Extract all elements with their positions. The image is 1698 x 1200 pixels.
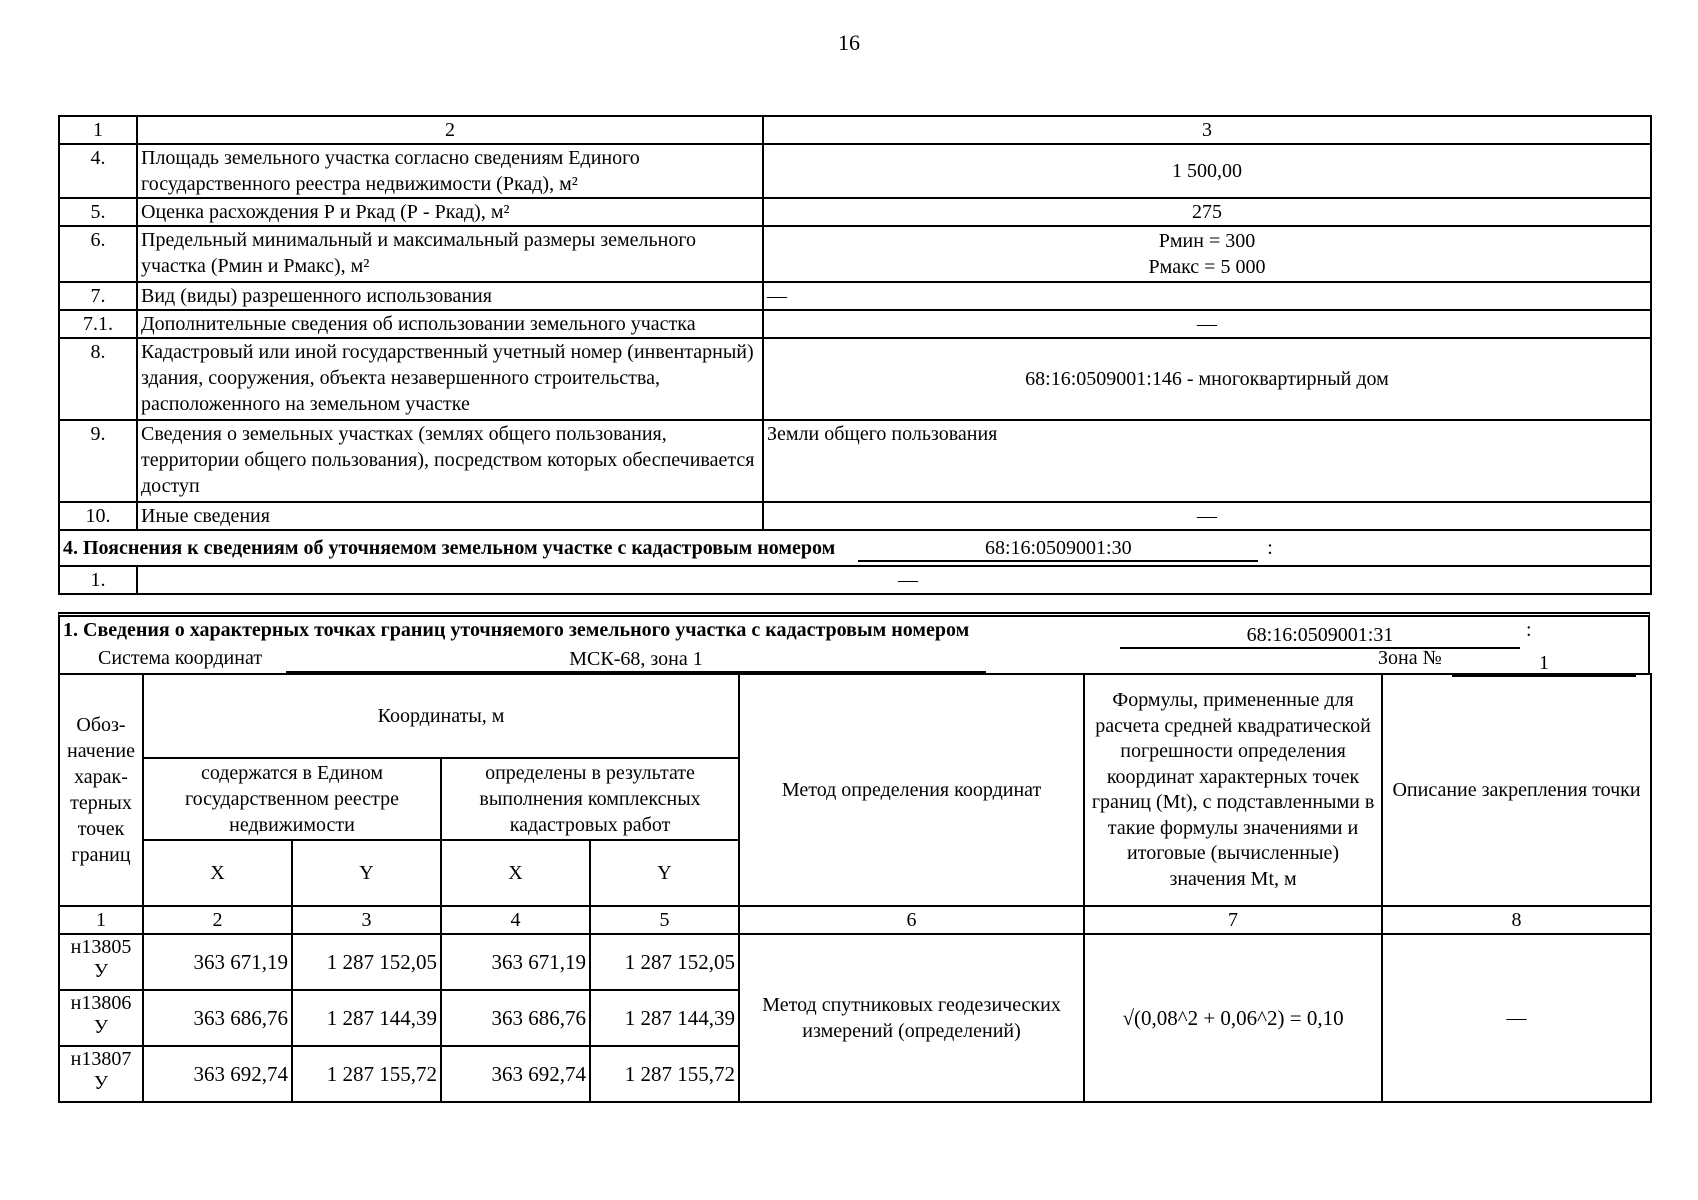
section-1-cadastral-number: 68:16:0509001:31 bbox=[1120, 623, 1520, 649]
egrn-header: содержатся в Едином государственном реестре недвижимости bbox=[143, 758, 441, 840]
page-number: 16 bbox=[838, 30, 860, 55]
zone-value: 1 bbox=[1452, 651, 1636, 677]
row-label: Площадь земельного участка согласно сведениям Единого государственного реестра недвижимости (Ркад), м² bbox=[137, 144, 763, 198]
row-label: Кадастровый или иной государственный учетный номер (инвентарный) здания, сооружения, объекта незавершенного строительства, расположенного на земельном участке bbox=[137, 338, 763, 420]
row-label: Сведения о земельных участках (землях общего пользования, территории общего пользования), посредством которых обеспечивается доступ bbox=[137, 420, 763, 502]
table-row bbox=[59, 420, 1651, 502]
y-egrn: 1 287 144,39 bbox=[292, 990, 441, 1046]
y-kkr: 1 287 155,72 bbox=[590, 1046, 739, 1102]
max-size-value: Рмакс = 5 000 bbox=[1148, 256, 1266, 278]
column-number-row bbox=[59, 906, 1651, 934]
x-egrn: 363 692,74 bbox=[143, 1046, 292, 1102]
col-number-cell: 2 bbox=[137, 116, 763, 144]
col-number-cell: 3 bbox=[292, 906, 441, 934]
y-header: Y bbox=[590, 840, 739, 906]
row-value: Земли общего пользования bbox=[763, 420, 1651, 502]
row-value: — bbox=[763, 310, 1651, 338]
boundary-points-table bbox=[58, 673, 1652, 1103]
col-number-cell: 3 bbox=[763, 116, 1651, 144]
table-row bbox=[59, 566, 1651, 594]
row-value: 1 500,00 bbox=[763, 144, 1651, 198]
designation-header: Обоз-начение харак-терных точек границ bbox=[59, 674, 143, 906]
row-number: 7. bbox=[59, 282, 137, 310]
section-1-colon: : bbox=[1526, 619, 1532, 641]
description-value: — bbox=[1382, 934, 1651, 1102]
zone-label: Зона № bbox=[1378, 647, 1442, 669]
point-designation: н13805 У bbox=[59, 934, 143, 990]
coordinates-header: Координаты, м bbox=[143, 674, 739, 758]
row-label: Иные сведения bbox=[137, 502, 763, 530]
section-4-title: 4. Пояснения к сведениям об уточняемом земельном участке с кадастровым номером bbox=[63, 536, 836, 559]
y-egrn: 1 287 155,72 bbox=[292, 1046, 441, 1102]
col-number-cell: 8 bbox=[1382, 906, 1651, 934]
row-number: 7.1. bbox=[59, 310, 137, 338]
section-1-header bbox=[58, 612, 1650, 673]
table-row bbox=[59, 226, 1651, 282]
x-header: X bbox=[143, 840, 292, 906]
row-number: 4. bbox=[59, 144, 137, 198]
coord-system-value: МСК-68, зона 1 bbox=[286, 647, 986, 673]
kkr-header: определены в результате выполнения комплексных кадастровых работ bbox=[441, 758, 739, 840]
row-label: Дополнительные сведения об использовании земельного участка bbox=[137, 310, 763, 338]
method-value: Метод спутниковых геодезических измерений (определений) bbox=[739, 934, 1084, 1102]
col-number-cell: 7 bbox=[1084, 906, 1382, 934]
table-row bbox=[59, 338, 1651, 420]
section-1-title: 1. Сведения о характерных точках границ уточняемого земельного участка с кадастровым номером bbox=[63, 619, 970, 641]
row-value bbox=[763, 226, 1651, 282]
y-kkr: 1 287 144,39 bbox=[590, 990, 739, 1046]
table-row bbox=[59, 310, 1651, 338]
description-header: Описание закрепления точки bbox=[1382, 674, 1651, 906]
row-number: 9. bbox=[59, 420, 137, 502]
col-number-cell: 1 bbox=[59, 116, 137, 144]
point-designation: н13806 У bbox=[59, 990, 143, 1046]
row-value: 275 bbox=[763, 198, 1651, 226]
coord-system-label: Система координат bbox=[98, 647, 263, 669]
row-value: — bbox=[763, 502, 1651, 530]
col-number-cell: 6 bbox=[739, 906, 1084, 934]
col-number-cell: 2 bbox=[143, 906, 292, 934]
row-number: 8. bbox=[59, 338, 137, 420]
col-number-cell: 5 bbox=[590, 906, 739, 934]
y-header: Y bbox=[292, 840, 441, 906]
row-number: 6. bbox=[59, 226, 137, 282]
section-4-cadastral-number: 68:16:0509001:30 bbox=[858, 536, 1258, 562]
table-row bbox=[59, 144, 1651, 198]
formula-value: √(0,08^2 + 0,06^2) = 0,10 bbox=[1084, 934, 1382, 1102]
table-row bbox=[59, 934, 1651, 990]
method-header: Метод определения координат bbox=[739, 674, 1084, 906]
x-kkr: 363 692,74 bbox=[441, 1046, 590, 1102]
row-value: — bbox=[763, 282, 1651, 310]
section-4-colon: : bbox=[1267, 536, 1273, 559]
col-number-cell: 4 bbox=[441, 906, 590, 934]
col-number-cell: 1 bbox=[59, 906, 143, 934]
x-header: X bbox=[441, 840, 590, 906]
row-number: 1. bbox=[59, 566, 137, 594]
x-egrn: 363 686,76 bbox=[143, 990, 292, 1046]
table-row bbox=[59, 502, 1651, 530]
land-plot-info-table bbox=[58, 115, 1652, 595]
row-label: Оценка расхождения Р и Ркад (Р - Ркад), м² bbox=[137, 198, 763, 226]
min-size-value: Рмин = 300 bbox=[1158, 230, 1256, 252]
row-value: — bbox=[137, 566, 1651, 594]
row-label: Предельный минимальный и максимальный размеры земельного участка (Рмин и Рмакс), м² bbox=[137, 226, 763, 282]
y-egrn: 1 287 152,05 bbox=[292, 934, 441, 990]
row-number: 5. bbox=[59, 198, 137, 226]
table-row bbox=[59, 282, 1651, 310]
row-number: 10. bbox=[59, 502, 137, 530]
table-row bbox=[59, 198, 1651, 226]
x-egrn: 363 671,19 bbox=[143, 934, 292, 990]
y-kkr: 1 287 152,05 bbox=[590, 934, 739, 990]
section-4-header bbox=[59, 530, 1651, 566]
row-value: 68:16:0509001:146 - многоквартирный дом bbox=[763, 338, 1651, 420]
point-designation: н13807 У bbox=[59, 1046, 143, 1102]
x-kkr: 363 686,76 bbox=[441, 990, 590, 1046]
row-label: Вид (виды) разрешенного использования bbox=[137, 282, 763, 310]
formula-header: Формулы, примененные для расчета средней квадратической погрешности определения координат характерных точек границ (Mt), с подставленными в такие формулы значениями и итоговые (вычисленные) значения Mt, м bbox=[1084, 674, 1382, 906]
column-number-row bbox=[59, 116, 1651, 144]
x-kkr: 363 671,19 bbox=[441, 934, 590, 990]
